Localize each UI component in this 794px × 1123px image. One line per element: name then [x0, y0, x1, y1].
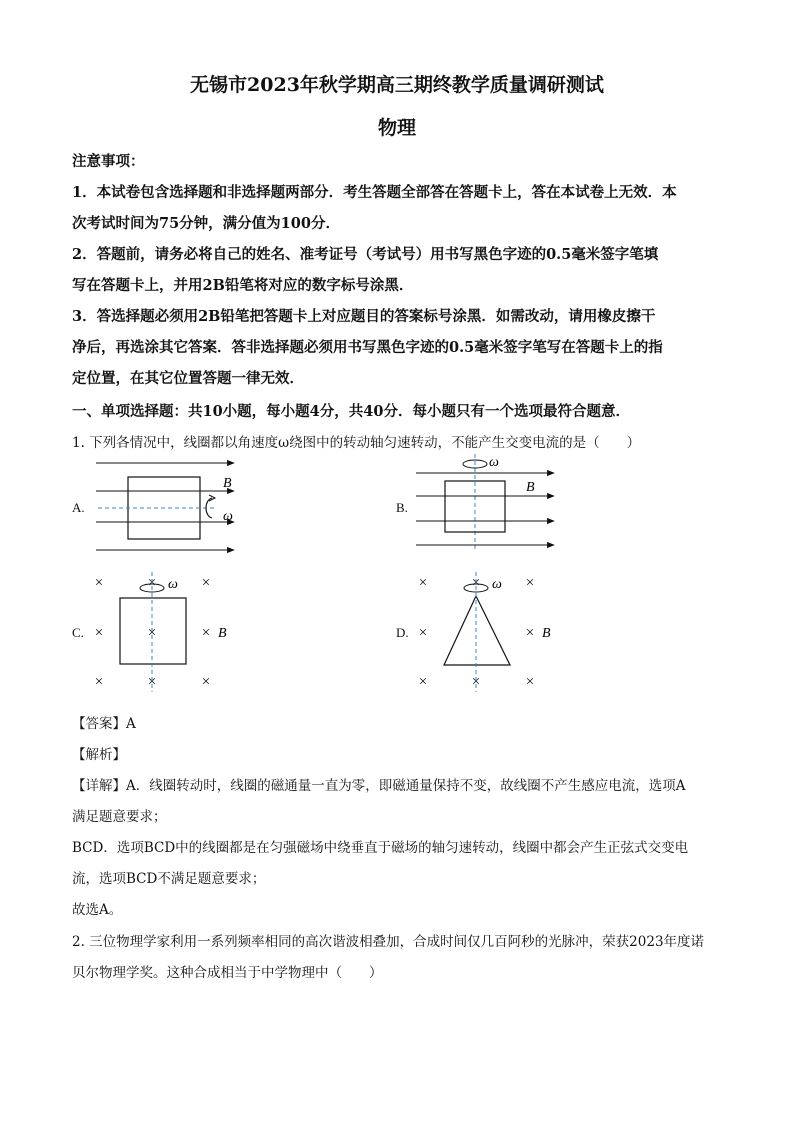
field-symbol: B: [542, 626, 551, 641]
figure-option-b: [410, 448, 570, 558]
question-2-stem-line: 2. 三位物理学家利用一系列频率相同的高次谐波相叠加，合成时间仅几百阿秒的光脉冲，荣获2023年度诺: [72, 934, 705, 950]
cross-mark: ×: [94, 625, 104, 641]
notice-line: 次考试时间为75分钟，满分值为100分．: [72, 215, 340, 232]
cross-mark: ×: [201, 674, 211, 690]
option-a-label: A.: [72, 500, 85, 515]
cross-mark: ×: [471, 575, 481, 591]
omega-symbol: ω: [489, 455, 499, 470]
cross-mark: ×: [147, 575, 157, 591]
notice-heading: 注意事项：: [72, 153, 145, 170]
question-2-stem-line: 贝尔物理学奖。这种合成相当于中学物理中（ ）: [72, 965, 383, 981]
cross-mark: ×: [94, 575, 104, 591]
detail-line: BCD．选项BCD中的线圈都是在匀强磁场中绕垂直于磁场的轴匀速转动，线圈中都会产生正弦式交变电: [72, 840, 689, 856]
section-heading: 一、单项选择题：共10小题，每小题4分，共40分．每小题只有一个选项最符合题意．: [72, 403, 630, 420]
coil: [444, 596, 510, 665]
field-symbol: B: [218, 626, 227, 641]
notice-line: 2．答题前，请务必将自己的姓名、准考证号（考试号）用书写黑色字迹的0.5毫米签字笔填: [72, 246, 659, 263]
subject-title: 物理: [377, 117, 416, 139]
detail-line: 流，选项BCD不满足题意要求；: [72, 871, 266, 887]
cross-mark: ×: [418, 625, 428, 641]
detail-line: 【详解】A．线圈转动时，线圈的磁通量一直为零，即磁通量保持不变，故线圈不产生感应电流，选项A: [72, 778, 686, 794]
field-symbol: B: [526, 480, 535, 495]
notice-line: 净后，再选涂其它答案．答非选择题必须用书写黑色字迹的0.5毫米签字笔写在答题卡上的指: [72, 339, 663, 356]
cross-mark: ×: [418, 575, 428, 591]
cross-mark: ×: [525, 625, 535, 641]
notice-line: 3．答选择题必须用2B铅笔把答题卡上对应题目的答案标号涂黑．如需改动，请用橡皮擦干: [72, 308, 656, 325]
answer-label: 【答案】A: [72, 716, 136, 732]
notice-line: 定位置，在其它位置答题一律无效．: [72, 370, 304, 387]
notice-line: 1．本试卷包含选择题和非选择题两部分．考生答题全部答在答题卡上，答在本试卷上无效．本: [72, 184, 677, 201]
option-b-label: B.: [396, 500, 408, 515]
option-d-label: D.: [396, 625, 409, 640]
figure-option-d: [410, 570, 570, 695]
detail-line: 满足题意要求；: [72, 809, 167, 825]
cross-mark: ×: [201, 575, 211, 591]
cross-mark: ×: [525, 674, 535, 690]
figure-option-a: [90, 450, 250, 560]
option-c-label: C.: [72, 625, 84, 640]
cross-mark: ×: [201, 625, 211, 641]
field-symbol: B: [223, 476, 232, 491]
cross-mark: ×: [94, 674, 104, 690]
omega-symbol: ω: [223, 509, 233, 524]
omega-symbol: ω: [492, 577, 502, 592]
cross-mark: ×: [147, 625, 157, 641]
cross-mark: ×: [525, 575, 535, 591]
figure-option-c: [86, 570, 246, 695]
omega-symbol: ω: [168, 577, 178, 592]
analysis-label: 【解析】: [72, 747, 126, 763]
notice-line: 写在答题卡上，并用2B铅笔将对应的数字标号涂黑．: [72, 277, 414, 294]
detail-line: 故选A。: [72, 902, 123, 918]
cross-mark: ×: [147, 674, 157, 690]
cross-mark: ×: [471, 674, 481, 690]
page-title: 无锡市2023年秋学期高三期终教学质量调研测试: [190, 74, 604, 96]
cross-mark: ×: [418, 674, 428, 690]
question-1-stem: 1. 下列各情况中，线圈都以角速度ω绕图中的转动轴匀速转动，不能产生交变电流的是（ ）: [72, 435, 641, 451]
